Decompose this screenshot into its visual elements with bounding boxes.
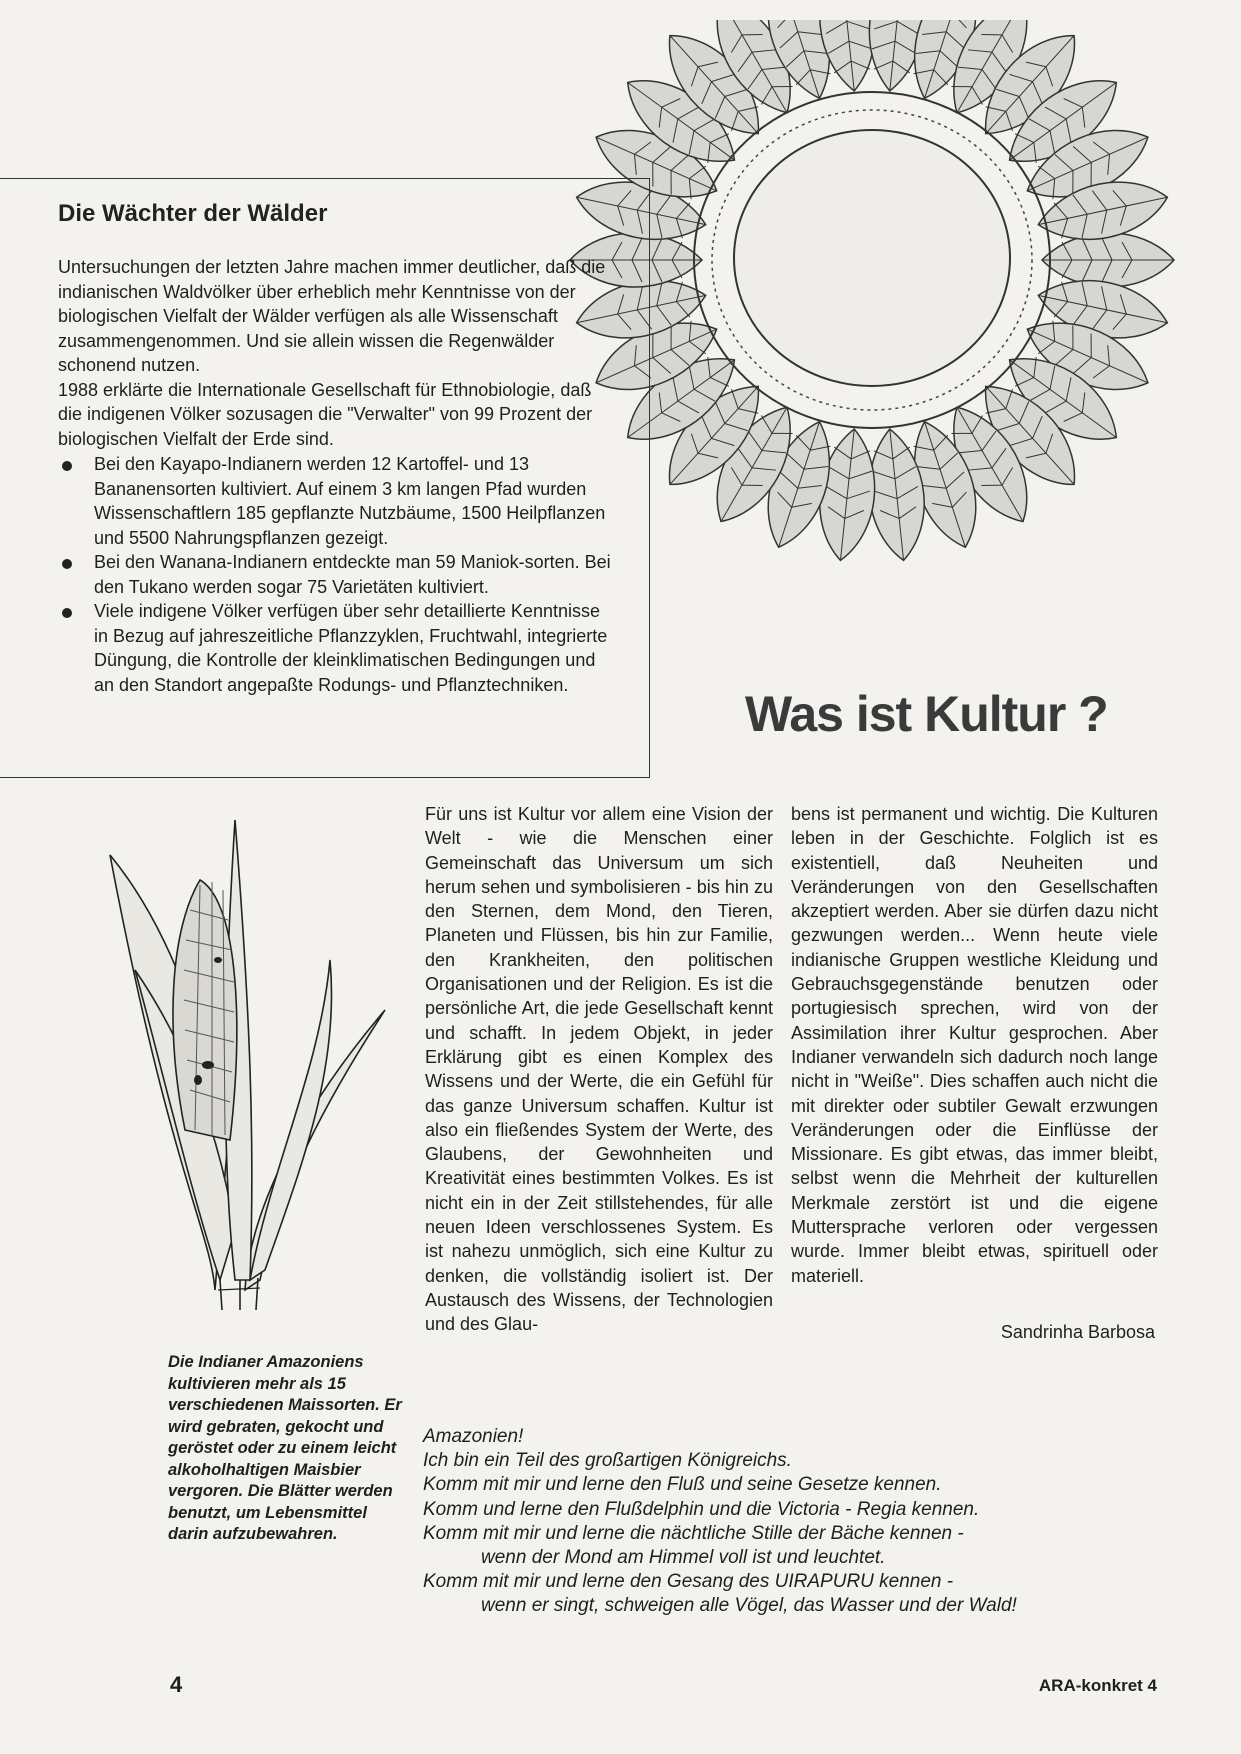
sidebar-intro-paragraph: 1988 erklärte die Internationale Gesellschaft für Ethnobiologie, daß die indigenen Völker sozusagen die "Verwalter" von 99 Prozent der biologischen Vielfalt der Erde sind.	[58, 379, 593, 449]
poem-line: wenn der Mond am Himmel voll ist und leuchtet.	[481, 1547, 886, 1569]
poem-line: Amazonien!	[423, 1426, 524, 1447]
page-number: 4	[170, 1672, 183, 1697]
sidebar-intro	[58, 255, 618, 451]
poem-line: Ich bin ein Teil des großartigen Königreichs.	[423, 1450, 792, 1472]
sidebar-intro-paragraph: Untersuchungen der letzten Jahre machen immer deutlicher, daß die indianischen Waldvölker über erheblich mehr Kenntnisse von der biologischen Vielfalt der Wälder verfügen als alle Wissenschaft zusammengenommen. Und sie allein wissen die Regenwälder schonend nutzen.	[58, 257, 606, 375]
poem-line: Komm und lerne den Flußdelphin und die Victoria - Regia kennen.	[423, 1498, 980, 1520]
article-column-left: Für uns ist Kultur vor allem eine Vision der Welt - wie die Menschen einer Gemeinschaft das Universum um sich herum sehen und symbolisieren - bis hin zu den Sternen, dem Mond, den Tieren, Planeten und Flüssen, bis hin zur Familie, den Krankheiten, den politischen Organisationen und der Religion. Es ist die persönliche Art, die jede Gesellschaft kennt und schafft. In jedem Objekt, in jeder Erklärung gibt es einen Komplex des Wissens und der Werte, die ein Gefühl für das ganze Universum schaffen. Kultur ist also ein fließendes System der Werte, des Glaubens, der Gewohnheiten und Kreativität eines bestimmten Volkes. Es ist nicht ein in der Zeit stillstehendes, für alle neuen Ideen verschlossenes System. Es ist nahezu unmöglich, sich eine Kultur zu denken, die vollständig isoliert ist. Der Austausch des Wissens, der Technologien und des Glau-	[425, 804, 773, 1335]
list-item: Bei den Wanana-Indianern entdeckte man 59 Maniok-sorten. Bei den Tukano werden sogar 75 Varietäten kultiviert.	[58, 550, 618, 599]
poem	[423, 1425, 1143, 1619]
sidebar-bullet-list	[58, 452, 618, 697]
author-name: Sandrinha Barbosa	[1000, 1322, 1155, 1342]
list-item: Bei den Kayapo-Indianern werden 12 Kartoffel- und 13 Bananensorten kultiviert. Auf einem 3 km langen Pfad wurden Wissenschaftlern 185 gepflanzte Nutzbäume, 1500 Heilpflanzen und 5500 Nahrungspflanzen gezeigt.	[58, 452, 618, 550]
feather-headdress-illustration	[560, 20, 1220, 620]
corn-cob-illustration	[100, 810, 390, 1310]
page-title: Was ist Kultur ?	[745, 686, 1108, 742]
poem-line: Komm mit mir und lerne den Fluß und seine Gesetze kennen.	[423, 1474, 942, 1496]
feather-shape	[1042, 233, 1174, 287]
sidebar-title: Die Wächter der Wälder	[58, 200, 328, 227]
publication-label: ARA-konkret 4	[1038, 1676, 1157, 1695]
list-item: Viele indigene Völker verfügen über sehr detaillierte Kenntnisse in Bezug auf jahreszeitliche Pflanzzyklen, Fruchtwahl, integrierte Düngung, die Kontrolle der kleinklimatischen Bedingungen und an den Standort angepaßte Rodungs- und Pflanztechniken.	[58, 599, 618, 697]
image-caption: Die Indianer Amazoniens kultivieren mehr als 15 verschiedenen Maissorten. Er wird gebraten, gekocht und geröstet oder zu einem leicht alkoholhaltigen Maisbier vergoren. Die Blätter werden benutzt, um Lebensmittel darin aufzubewahren.	[168, 1353, 402, 1543]
article-column-right: bens ist permanent und wichtig. Die Kulturen leben in der Geschichte. Folglich ist es existentiell, daß Neuheiten und Veränderungen von den Gesellschaften akzeptiert werden. Aber sie dürfen dazu nicht gezwungen werden... Wenn heute viele indianische Gruppen westliche Kleidung und Gebrauchsgegenstände benutzen oder portugiesisch sprechen, wird von der Assimilation ihrer Kultur gesprochen. Aber Indianer verwandeln sich dadurch noch lange nicht in "Weiße". Dies schaffen auch nicht die mit direkter oder subtiler Gewalt erzwungen Veränderungen oder die Einflüsse der Missionare. Es gibt etwas, das immer bleibt, selbst wenn die Mehrheit der kulturellen Merkmale zerstört ist und die eigene Muttersprache verloren oder vergessen wurde. Immer bleibt etwas, spirituell oder materiell.	[791, 804, 1158, 1286]
poem-line: Komm mit mir und lerne den Gesang des UIRAPURU kennen -	[423, 1571, 954, 1593]
poem-line: wenn er singt, schweigen alle Vögel, das Wasser und der Wald!	[481, 1595, 1017, 1617]
poem-line: Komm mit mir und lerne die nächtliche Stille der Bäche kennen -	[423, 1522, 964, 1544]
